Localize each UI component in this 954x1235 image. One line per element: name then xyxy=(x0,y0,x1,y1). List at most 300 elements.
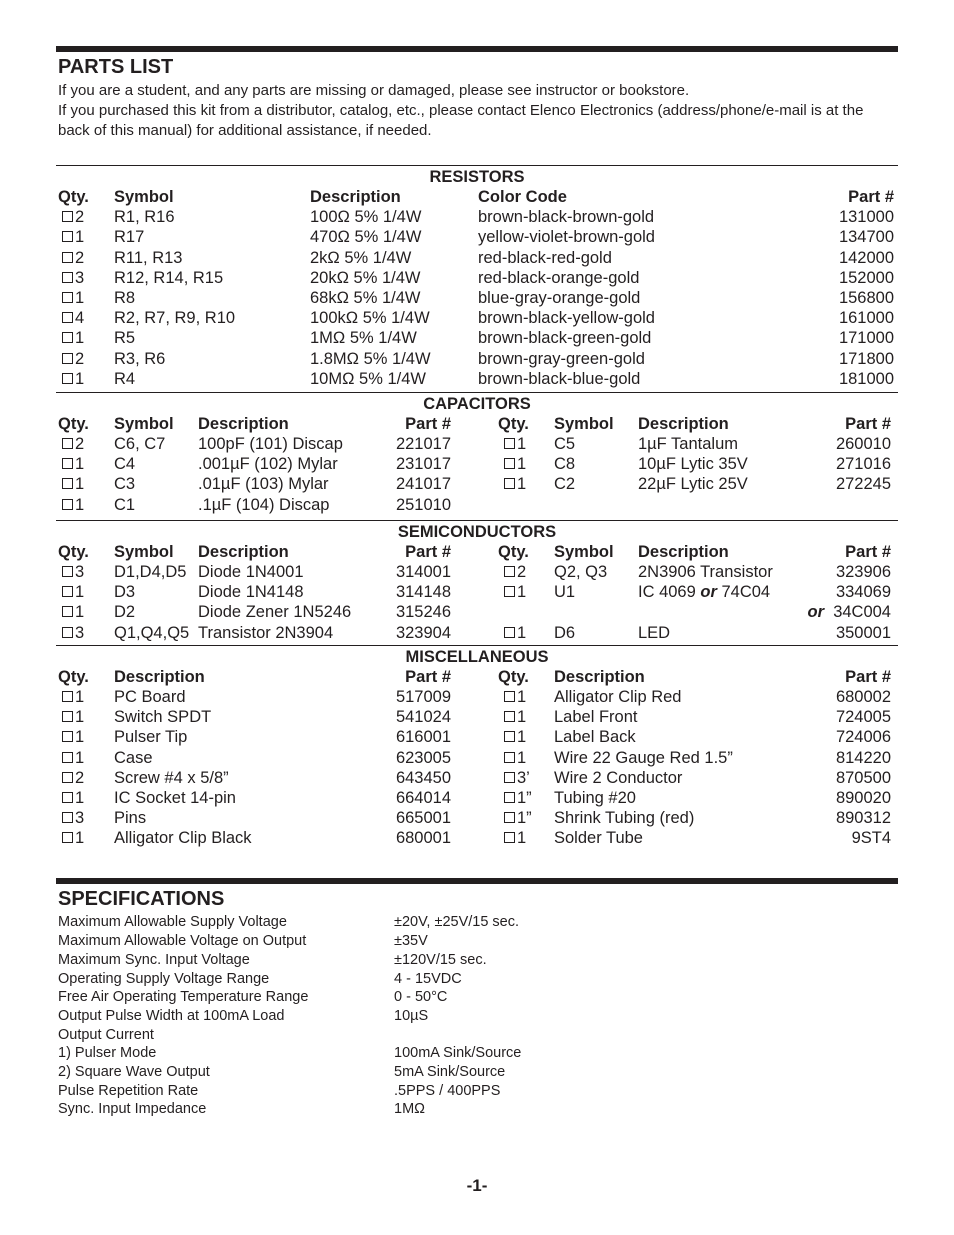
description-cell: Screw #4 x 5/8” xyxy=(114,768,229,787)
header-description: Description xyxy=(310,188,401,206)
capacitor-row xyxy=(56,434,898,454)
part-cell: 171000 xyxy=(838,329,894,348)
color-code-cell: red-black-orange-gold xyxy=(478,268,640,287)
spec-value: 4 - 15VDC xyxy=(394,970,462,987)
qty-value: 1 xyxy=(517,748,527,767)
checkbox-icon xyxy=(504,812,515,823)
spec-value: ±120V/15 sec. xyxy=(394,951,487,968)
qty-checkbox[interactable] xyxy=(62,308,84,328)
part-cell: 724005 xyxy=(835,708,891,727)
page-content xyxy=(56,46,898,1119)
qty-checkbox[interactable] xyxy=(504,707,526,727)
checkbox-icon xyxy=(62,458,73,469)
header-qty-right: Qty. xyxy=(498,667,529,686)
qty-checkbox[interactable] xyxy=(504,748,526,768)
description-cell: .001µF (102) Mylar xyxy=(198,455,338,474)
qty-value: 1 xyxy=(517,708,527,727)
miscellaneous-title: MISCELLANEOUS xyxy=(405,647,549,666)
qty-checkbox[interactable] xyxy=(62,727,84,747)
spec-label: Output Current xyxy=(58,1026,154,1043)
qty-value: 1 xyxy=(75,329,85,348)
spec-label: Maximum Sync. Input Voltage xyxy=(58,951,250,968)
qty-checkbox[interactable] xyxy=(504,582,526,602)
header-description-right: Description xyxy=(638,414,729,433)
miscellaneous-table xyxy=(56,647,898,849)
qty-value: 1 xyxy=(517,455,527,474)
spec-label: Pulse Repetition Rate xyxy=(58,1082,199,1099)
qty-checkbox[interactable] xyxy=(62,454,84,474)
part-cell: 171800 xyxy=(838,349,894,368)
checkbox-icon xyxy=(504,458,515,469)
qty-checkbox[interactable] xyxy=(62,768,84,788)
qty-value: 1 xyxy=(75,288,85,307)
part-cell: 272245 xyxy=(835,475,891,494)
symbol-cell: C3 xyxy=(114,475,136,494)
checkbox-icon xyxy=(62,731,73,742)
qty-value: 4 xyxy=(75,309,85,328)
symbol-cell: C4 xyxy=(114,455,136,474)
header-part: Part # xyxy=(405,667,451,686)
part-cell: 680002 xyxy=(835,687,891,706)
header-qty: Qty. xyxy=(58,188,89,206)
header-symbol: Symbol xyxy=(114,414,174,433)
symbol-cell: C2 xyxy=(554,475,576,494)
part-cell: 664014 xyxy=(395,788,451,807)
qty-value: 1 xyxy=(75,728,85,747)
qty-value: 1 xyxy=(75,475,85,494)
part-cell: 517009 xyxy=(395,687,451,706)
header-description: Description xyxy=(114,667,205,686)
checkbox-icon xyxy=(504,731,515,742)
qty-value: 1 xyxy=(75,228,85,247)
header-description-right: Description xyxy=(554,667,645,686)
qty-value: 1 xyxy=(75,788,85,807)
description-cell: 2N3906 Transistor xyxy=(638,563,773,581)
spec-label: Free Air Operating Temperature Range xyxy=(58,989,309,1006)
description-cell: Solder Tube xyxy=(554,829,643,848)
page-number: -1- xyxy=(466,1176,488,1195)
checkbox-icon xyxy=(504,752,515,763)
qty-value: 1 xyxy=(517,728,527,747)
spec-label: Operating Supply Voltage Range xyxy=(58,970,270,987)
description-cell: 1µF Tantalum xyxy=(638,435,738,454)
qty-checkbox[interactable] xyxy=(62,369,84,389)
qty-checkbox[interactable] xyxy=(62,248,84,268)
checkbox-icon xyxy=(62,332,73,343)
alt-part-cell xyxy=(808,602,891,622)
part-cell: 870500 xyxy=(835,768,891,787)
part-cell: 181000 xyxy=(838,369,894,388)
spec-value: .5PPS / 400PPS xyxy=(394,1082,501,1099)
spec-row xyxy=(56,1007,898,1026)
checkbox-icon xyxy=(62,606,73,617)
spec-value: ±20V, ±25V/15 sec. xyxy=(394,914,520,931)
qty-value: 1 xyxy=(517,687,527,706)
qty-checkbox[interactable] xyxy=(62,207,84,227)
symbol-cell: R1, R16 xyxy=(114,208,175,227)
qty-checkbox[interactable] xyxy=(62,707,84,727)
qty-checkbox[interactable] xyxy=(62,788,84,808)
checkbox-icon xyxy=(504,772,515,783)
spec-row xyxy=(56,1044,898,1063)
color-code-cell: brown-black-green-gold xyxy=(478,329,652,348)
header-part-right: Part # xyxy=(845,667,891,686)
qty-checkbox[interactable] xyxy=(62,288,84,308)
symbol-cell: C5 xyxy=(554,435,576,454)
description-cell: 100Ω 5% 1/4W xyxy=(310,208,422,227)
symbol-cell: D2 xyxy=(114,603,136,622)
checkbox-icon xyxy=(62,272,73,283)
header-qty-right: Qty. xyxy=(498,414,529,433)
symbol-cell: R4 xyxy=(114,369,136,388)
qty-checkbox[interactable] xyxy=(504,562,526,582)
resistor-row xyxy=(56,268,898,288)
description-cell: 68kΩ 5% 1/4W xyxy=(310,288,421,307)
description-cell: Wire 2 Conductor xyxy=(554,768,683,787)
qty-checkbox[interactable] xyxy=(62,434,84,454)
description-cell: Diode 1N4001 xyxy=(198,563,304,581)
part-cell: 9ST4 xyxy=(851,829,891,848)
part-cell: 260010 xyxy=(835,435,891,454)
qty-checkbox[interactable] xyxy=(504,623,526,643)
description-cell: Case xyxy=(114,748,153,767)
resistor-row xyxy=(56,207,898,227)
part-cell: 161000 xyxy=(838,309,894,328)
resistor-row xyxy=(56,227,898,247)
qty-checkbox[interactable] xyxy=(62,268,84,288)
semiconductor-row xyxy=(56,623,898,643)
checkbox-icon xyxy=(62,772,73,783)
qty-value: 1 xyxy=(517,583,527,602)
symbol-cell: D3 xyxy=(114,583,136,602)
qty-value: 2 xyxy=(75,248,85,267)
qty-checkbox[interactable] xyxy=(62,562,84,582)
resistor-row xyxy=(56,328,898,348)
part-cell: 131000 xyxy=(838,208,894,227)
qty-value: 3 xyxy=(75,809,85,828)
qty-checkbox[interactable] xyxy=(62,828,84,848)
alt-part-value: 34C004 xyxy=(833,603,891,622)
qty-checkbox[interactable] xyxy=(504,828,526,848)
checkbox-icon xyxy=(62,231,73,242)
description-cell: .1µF (104) Discap xyxy=(198,495,330,514)
spec-label: 2) Square Wave Output xyxy=(58,1063,210,1080)
part-cell: 251010 xyxy=(395,495,451,514)
symbol-cell: Q2, Q3 xyxy=(554,563,608,581)
spec-row xyxy=(56,970,898,989)
qty-checkbox[interactable] xyxy=(62,748,84,768)
intro-paragraph-1: If you are a student, and any parts are missing or damaged, please see instructor or bookstore. xyxy=(58,82,690,99)
description-cell: Shrink Tubing (red) xyxy=(554,809,695,828)
qty-checkbox[interactable] xyxy=(62,495,84,515)
qty-checkbox[interactable] xyxy=(62,623,84,643)
spec-value: 1MΩ xyxy=(394,1101,425,1118)
resistors-rule xyxy=(56,165,898,166)
description-cell xyxy=(638,582,770,602)
qty-checkbox[interactable] xyxy=(504,808,532,828)
description-cell: Tubing #20 xyxy=(554,788,636,807)
misc-row xyxy=(56,768,898,788)
color-code-cell: brown-black-brown-gold xyxy=(478,208,655,227)
specifications-rule xyxy=(56,878,898,884)
qty-value: 1 xyxy=(517,829,527,848)
spec-row xyxy=(56,932,898,951)
header-part-right: Part # xyxy=(845,542,891,561)
spec-row xyxy=(56,1082,898,1101)
part-cell: 156800 xyxy=(838,288,894,307)
resistors-table xyxy=(56,167,898,389)
part-cell: 350001 xyxy=(835,623,891,642)
qty-value: 1” xyxy=(517,788,532,807)
part-cell: 221017 xyxy=(395,435,451,454)
description-cell: Diode Zener 1N5246 xyxy=(198,603,352,622)
miscellaneous-header-row xyxy=(56,667,898,687)
part-cell: 315246 xyxy=(395,603,451,622)
capacitor-row xyxy=(56,474,898,494)
header-description: Description xyxy=(198,414,289,433)
spec-value: 5mA Sink/Source xyxy=(394,1063,506,1080)
qty-checkbox[interactable] xyxy=(62,328,84,348)
header-part: Part # xyxy=(848,188,894,206)
checkbox-icon xyxy=(504,832,515,843)
color-code-cell: yellow-violet-brown-gold xyxy=(478,228,655,247)
capacitor-row xyxy=(56,454,898,474)
semiconductors-rule xyxy=(56,520,898,521)
or-word: or xyxy=(807,603,825,622)
part-cell: 323906 xyxy=(835,563,891,581)
description-cell: .01µF (103) Mylar xyxy=(198,475,329,494)
part-cell: 271016 xyxy=(835,455,891,474)
qty-value: 1 xyxy=(75,829,85,848)
part-cell: 616001 xyxy=(395,728,451,747)
resistor-row xyxy=(56,248,898,268)
description-cell: 470Ω 5% 1/4W xyxy=(310,228,422,247)
header-symbol-right: Symbol xyxy=(554,414,614,433)
intro-paragraph-2: If you purchased this kit from a distributor, catalog, etc., please contact Elenco Electronics (address/phone/e-mail is at the back of this manual) for additional assistance, if needed. xyxy=(58,102,864,139)
checkbox-icon xyxy=(62,373,73,384)
header-part: Part # xyxy=(405,414,451,433)
checkbox-icon xyxy=(504,711,515,722)
qty-value: 1 xyxy=(517,475,527,494)
color-code-cell: brown-gray-green-gold xyxy=(478,349,645,368)
qty-value: 1 xyxy=(75,708,85,727)
qty-value: 1 xyxy=(517,435,527,454)
description-part-a: IC 4069 xyxy=(638,583,696,602)
qty-value: 1 xyxy=(75,495,85,514)
spec-label: Output Pulse Width at 100mA Load xyxy=(58,1007,285,1024)
misc-row xyxy=(56,808,898,828)
description-cell: 1.8MΩ 5% 1/4W xyxy=(310,349,431,368)
checkbox-icon xyxy=(62,438,73,449)
qty-checkbox[interactable] xyxy=(504,768,530,788)
qty-checkbox[interactable] xyxy=(504,454,526,474)
description-cell: Alligator Clip Red xyxy=(554,687,682,706)
capacitor-row xyxy=(56,495,898,515)
capacitors-title: CAPACITORS xyxy=(423,394,531,413)
header-color-code: Color Code xyxy=(478,188,567,206)
header-description-right: Description xyxy=(638,542,729,561)
checkbox-icon xyxy=(62,752,73,763)
header-qty: Qty. xyxy=(58,667,89,686)
symbol-cell: C6, C7 xyxy=(114,435,166,454)
checkbox-icon xyxy=(504,586,515,597)
specifications-title: SPECIFICATIONS xyxy=(58,888,225,911)
qty-checkbox[interactable] xyxy=(504,687,526,707)
misc-row xyxy=(56,727,898,747)
header-symbol: Symbol xyxy=(114,188,174,206)
qty-value: 1 xyxy=(75,455,85,474)
symbol-cell: R8 xyxy=(114,288,136,307)
qty-value: 2 xyxy=(75,349,85,368)
header-qty-right: Qty. xyxy=(498,542,529,561)
semiconductor-row xyxy=(56,602,898,622)
symbol-cell: R3, R6 xyxy=(114,349,166,368)
capacitors-rule xyxy=(56,392,898,393)
spec-row xyxy=(56,988,898,1007)
top-rule xyxy=(56,46,898,52)
resistor-row xyxy=(56,349,898,369)
symbol-cell: R12, R14, R15 xyxy=(114,268,224,287)
symbol-cell: D1,D4,D5 xyxy=(114,563,187,581)
misc-row xyxy=(56,828,898,848)
qty-value: 2 xyxy=(75,435,85,454)
spec-row xyxy=(56,1063,898,1082)
checkbox-icon xyxy=(62,566,73,577)
qty-value: 2 xyxy=(75,768,85,787)
description-cell: Pulser Tip xyxy=(114,728,188,747)
spec-value: 10µS xyxy=(394,1007,429,1024)
qty-value: 2 xyxy=(517,563,527,581)
checkbox-icon xyxy=(62,792,73,803)
qty-checkbox[interactable] xyxy=(504,474,526,494)
semiconductor-row xyxy=(56,562,898,582)
qty-checkbox[interactable] xyxy=(504,434,526,454)
description-cell: LED xyxy=(638,623,671,642)
spec-label: 1) Pulser Mode xyxy=(58,1045,157,1062)
color-code-cell: red-black-red-gold xyxy=(478,248,612,267)
description-cell: 22µF Lytic 25V xyxy=(638,475,748,494)
qty-value: 3 xyxy=(75,623,85,642)
qty-checkbox[interactable] xyxy=(504,788,532,808)
checkbox-icon xyxy=(504,792,515,803)
part-cell: 890020 xyxy=(835,788,891,807)
resistors-header-row xyxy=(56,187,898,207)
symbol-cell: R5 xyxy=(114,329,136,348)
description-cell: Transistor 2N3904 xyxy=(198,623,334,642)
checkbox-icon xyxy=(504,438,515,449)
qty-value: 3 xyxy=(75,268,85,287)
symbol-cell: C1 xyxy=(114,495,136,514)
spec-label: Sync. Input Impedance xyxy=(58,1101,207,1118)
checkbox-icon xyxy=(62,832,73,843)
checkbox-icon xyxy=(62,292,73,303)
spec-label: Maximum Allowable Supply Voltage xyxy=(58,914,287,931)
header-symbol-right: Symbol xyxy=(554,542,614,561)
description-cell: 10µF Lytic 35V xyxy=(638,455,748,474)
qty-checkbox[interactable] xyxy=(62,227,84,247)
header-description: Description xyxy=(198,542,289,561)
or-word: or xyxy=(700,583,717,602)
description-cell: 2kΩ 5% 1/4W xyxy=(310,248,412,267)
spec-value: ±35V xyxy=(394,933,428,950)
spec-value: 100mA Sink/Source xyxy=(394,1045,522,1062)
semiconductor-row xyxy=(56,582,898,602)
spec-row xyxy=(56,951,898,970)
color-code-cell: brown-black-yellow-gold xyxy=(478,309,655,328)
resistor-row xyxy=(56,308,898,328)
description-cell: PC Board xyxy=(114,687,186,706)
qty-checkbox[interactable] xyxy=(62,602,84,622)
qty-checkbox[interactable] xyxy=(504,727,526,747)
part-cell: 680001 xyxy=(395,829,451,848)
symbol-cell: C8 xyxy=(554,455,576,474)
qty-checkbox[interactable] xyxy=(62,474,84,494)
description-cell: Pins xyxy=(114,809,147,828)
qty-checkbox[interactable] xyxy=(62,349,84,369)
part-cell: 152000 xyxy=(838,268,894,287)
qty-checkbox[interactable] xyxy=(62,808,84,828)
resistors-title: RESISTORS xyxy=(429,168,525,186)
semiconductors-table xyxy=(56,522,898,643)
part-cell: 314148 xyxy=(395,583,451,602)
qty-checkbox[interactable] xyxy=(62,582,84,602)
description-cell: IC Socket 14-pin xyxy=(114,788,236,807)
checkbox-icon xyxy=(62,252,73,263)
description-cell: Alligator Clip Black xyxy=(114,829,252,848)
misc-row xyxy=(56,687,898,707)
resistor-row xyxy=(56,288,898,308)
description-cell: 10MΩ 5% 1/4W xyxy=(310,369,426,388)
capacitors-table xyxy=(56,394,898,515)
checkbox-icon xyxy=(62,312,73,323)
symbol-cell: Q1,Q4,Q5 xyxy=(114,623,190,642)
part-cell: 623005 xyxy=(395,748,451,767)
qty-value: 3 xyxy=(75,563,85,581)
description-cell: Switch SPDT xyxy=(114,708,212,727)
qty-value: 1 xyxy=(75,369,85,388)
part-cell: 134700 xyxy=(838,228,894,247)
checkbox-icon xyxy=(504,566,515,577)
description-cell: Wire 22 Gauge Red 1.5” xyxy=(554,748,733,767)
part-cell: 724006 xyxy=(835,728,891,747)
header-part-right: Part # xyxy=(845,414,891,433)
description-cell: 100pF (101) Discap xyxy=(198,435,343,454)
symbol-cell: D6 xyxy=(554,623,576,642)
checkbox-icon xyxy=(62,711,73,722)
color-code-cell: blue-gray-orange-gold xyxy=(478,288,641,307)
checkbox-icon xyxy=(504,691,515,702)
part-cell: 314001 xyxy=(395,563,451,581)
qty-value: 1” xyxy=(517,809,532,828)
checkbox-icon xyxy=(62,478,73,489)
checkbox-icon xyxy=(62,812,73,823)
description-cell: Label Front xyxy=(554,708,638,727)
checkbox-icon xyxy=(62,211,73,222)
qty-value: 1 xyxy=(517,623,527,642)
qty-checkbox[interactable] xyxy=(62,687,84,707)
symbol-cell: U1 xyxy=(554,583,576,602)
spec-label: Maximum Allowable Voltage on Output xyxy=(58,933,307,950)
qty-value: 1 xyxy=(75,748,85,767)
checkbox-icon xyxy=(504,627,515,638)
parts-list-title: PARTS LIST xyxy=(58,56,174,78)
header-part: Part # xyxy=(405,542,451,561)
description-cell: 20kΩ 5% 1/4W xyxy=(310,268,421,287)
part-cell: 231017 xyxy=(395,455,451,474)
part-cell: 142000 xyxy=(838,248,894,267)
part-cell: 241017 xyxy=(395,475,451,494)
symbol-cell: R2, R7, R9, R10 xyxy=(114,309,236,328)
